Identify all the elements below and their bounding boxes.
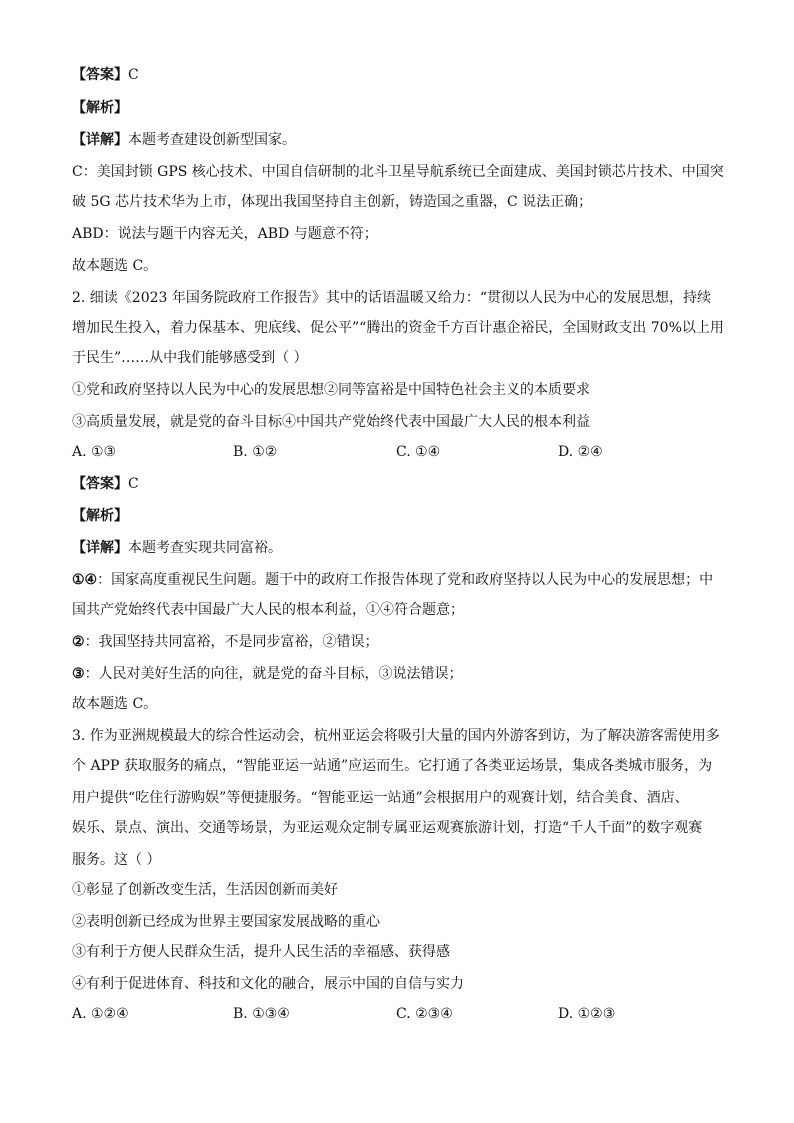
q3-stem-line-4: 娱乐、景点、演出、交通等场景，为亚运观众定制专属亚运观赛旅游计划，打造“千人千面”的数字观赛 — [72, 820, 703, 836]
q2-stem-line-1: 2. 细读《2023 年国务院政府工作报告》其中的话语温暖又给力：“贯彻以人民为中心的发展思想，持续 — [72, 290, 712, 306]
q3-item-3: ③有利于方便人民群众生活，提升人民生活的幸福感、获得感 — [72, 944, 450, 960]
q2-analysis-line-2: 国共产党始终代表中国最广大人民的根本利益，①④符合题意； — [72, 602, 464, 618]
q2-option-b: B. ①② — [233, 444, 278, 460]
q1-explain-line-1: C：美国封锁 GPS 核心技术、中国自信研制的北斗卫星导航系统已全面建成、美国封锁芯片技术、中国突 — [72, 164, 724, 180]
answer-value: C — [128, 476, 139, 492]
q3-option-c: C. ②③④ — [396, 1006, 453, 1022]
q3-stem-line-2: 个 APP 获取服务的痛点，“智能亚运一站通”应运而生。它打通了各类亚运场景，集成各类城市服务，为 — [72, 758, 713, 774]
detail-tag: 【详解】 — [72, 132, 128, 148]
q3-item-2: ②表明创新已经成为世界主要国家发展战略的重心 — [72, 914, 380, 930]
q1-explain-line-2: 破 5G 芯片技术华为上市，体现出我国坚持自主创新，铸造国之重器，C 说法正确； — [72, 194, 593, 210]
q2-item-line-2: ③高质量发展，就是党的奋斗目标④中国共产党始终代表中国最广大人民的根本利益 — [72, 414, 590, 430]
q3-item-4: ④有利于促进体育、科技和文化的融合，展示中国的自信与实力 — [72, 976, 464, 992]
q2-option-d: D. ②④ — [558, 444, 603, 460]
answer-tag: 【答案】 — [72, 67, 128, 83]
answer-tag: 【答案】 — [72, 476, 128, 492]
q2-analysis-tag: 【解析】 — [72, 508, 128, 524]
q1-answer-line — [72, 65, 139, 85]
q2-option-c: C. ①④ — [396, 444, 441, 460]
q2-analysis-line-3: ②：我国坚持共同富裕，不是同步富裕，②错误； — [72, 634, 379, 650]
q2-stem-line-2: 增加民生投入，着力保基本、兜底线、促公平”“腾出的资金千方百计惠企裕民，全国财政支出 70%以上用 — [72, 320, 724, 336]
detail-tag: 【详解】 — [72, 540, 128, 556]
q1-explain-line-3: ABD：说法与题干内容无关，ABD 与题意不符； — [72, 226, 378, 242]
q3-stem-line-3: 用户提供“吃住行游购娱”等便捷服务。“智能亚运一站通”会根据用户的观赛计划，结合美食、酒店、 — [72, 790, 689, 806]
q3-stem-line-5: 服务。这（ ） — [72, 852, 161, 868]
q3-item-1: ①彰显了创新改变生活，生活因创新而美好 — [72, 882, 338, 898]
q1-detail-line: 【详解】本题考查建设创新型国家。 — [72, 132, 296, 148]
q2-answer-line — [72, 474, 139, 494]
q1-analysis-tag: 【解析】 — [72, 100, 128, 116]
q2-option-a: A. ①③ — [72, 444, 117, 460]
q3-stem-line-1: 3. 作为亚洲规模最大的综合性运动会，杭州亚运会将吸引大量的国内外游客到访，为了解决游客需使用多 — [72, 728, 720, 744]
q3-option-b: B. ①③④ — [233, 1006, 290, 1022]
q3-option-d: D. ①②③ — [558, 1006, 616, 1022]
q2-item-line-1: ①党和政府坚持以人民为中心的发展思想②同等富裕是中国特色社会主义的本质要求 — [72, 382, 590, 398]
q2-detail-line: 【详解】本题考查实现共同富裕。 — [72, 540, 282, 556]
q3-option-a: A. ①②④ — [72, 1006, 129, 1022]
q1-conclusion: 故本题选 C。 — [72, 258, 158, 274]
answer-value: C — [128, 67, 139, 83]
q2-analysis-line-4: ③：人民对美好生活的向往，就是党的奋斗目标，③说法错误； — [72, 666, 463, 682]
q2-analysis-line-1: ①④：国家高度重视民生问题。题干中的政府工作报告体现了党和政府坚持以人民为中心的发展思想；中 — [72, 572, 714, 588]
q2-stem-line-3: 于民生”……从中我们能够感受到（ ） — [72, 350, 308, 366]
q2-conclusion: 故本题选 C。 — [72, 696, 158, 712]
